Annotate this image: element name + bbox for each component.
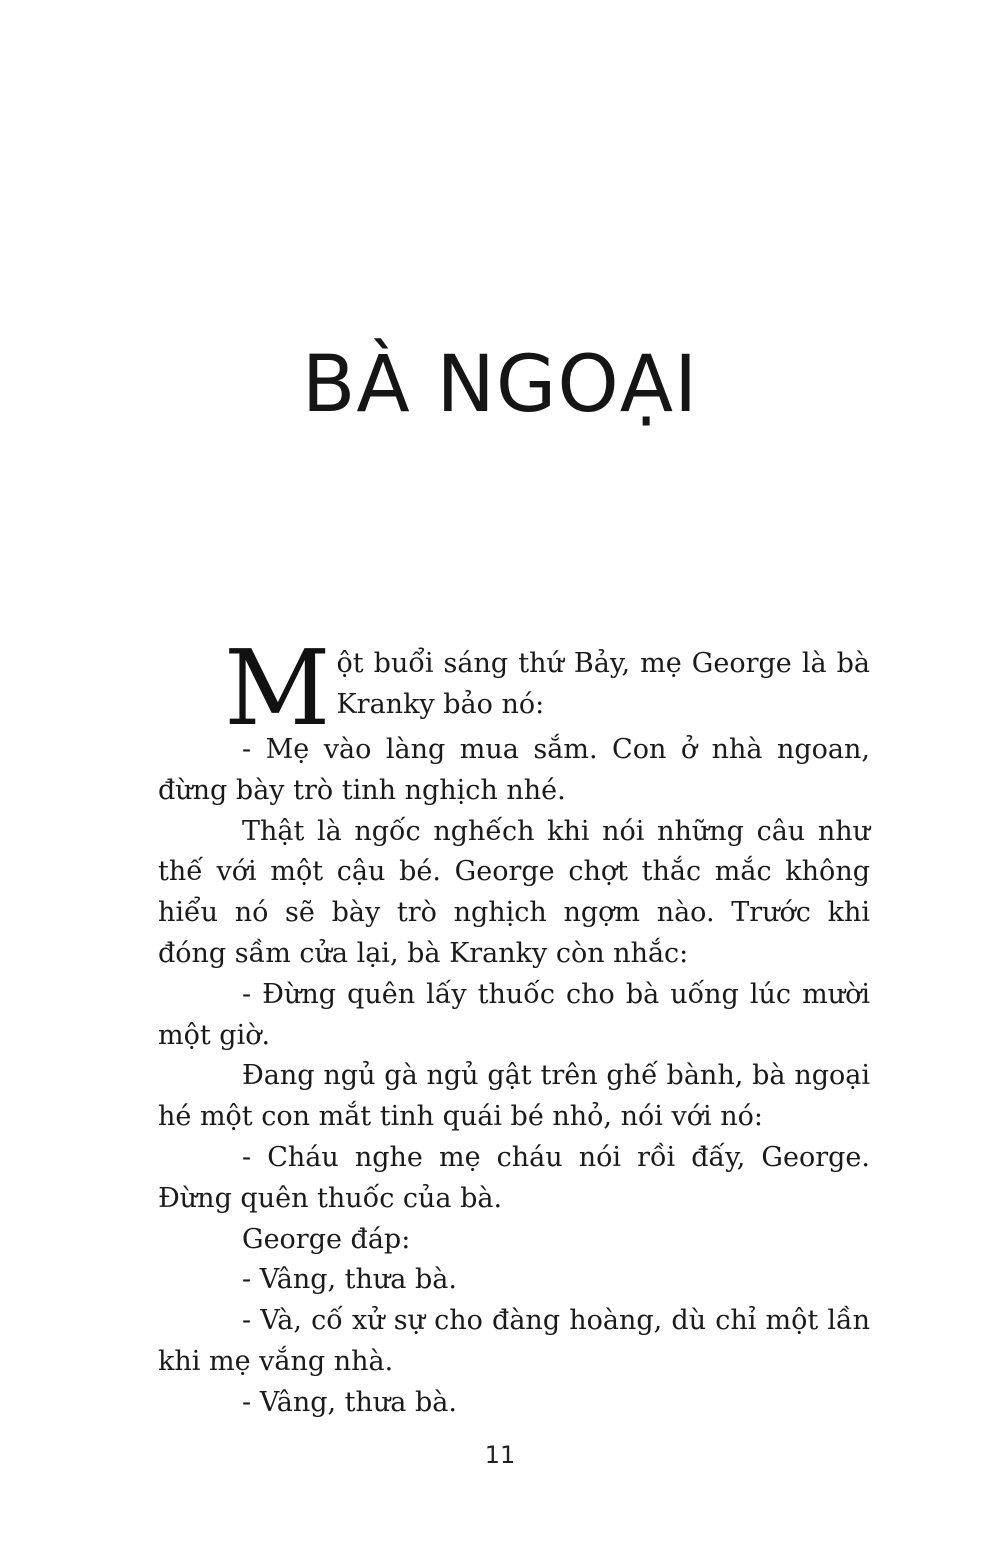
opening-paragraph bbox=[158, 627, 870, 749]
paragraph: - Và, cố xử sự cho đàng hoàng, dù chỉ một lần khi mẹ vắng nhà. bbox=[158, 1305, 870, 1377]
paragraph: - Vâng, thưa bà. bbox=[242, 1264, 457, 1296]
paragraph: - Vâng, thưa bà. bbox=[242, 1386, 457, 1418]
paragraph: - Đừng quên lấy thuốc cho bà uống lúc mười một giờ. bbox=[158, 978, 870, 1051]
chapter-title: BÀ NGOẠI bbox=[301, 340, 699, 430]
chapter-body bbox=[158, 627, 870, 1424]
paragraph: - Cháu nghe mẹ cháu nói rồi đấy, George. Đừng quên thuốc của bà. bbox=[158, 1141, 870, 1214]
paragraph: George đáp: bbox=[242, 1223, 411, 1255]
paragraph: Thật là ngốc nghếch khi nói những câu như thế với một cậu bé. George chợt thắc mắc không hiểu nó sẽ bày trò nghịch ngợm nào. Trước khi đóng sầm cửa lại, bà Kranky còn nhắc: bbox=[158, 815, 870, 969]
page-number: 11 bbox=[484, 1441, 516, 1469]
paragraph: Đang ngủ gà ngủ gật trên ghế bành, bà ngoại hé một con mắt tinh quái bé nhỏ, nói với nó: bbox=[158, 1060, 870, 1133]
opening-paragraph-text: ột buổi sáng thứ Bảy, mẹ George là bà Kranky bảo nó: bbox=[336, 648, 870, 720]
drop-cap-letter: M bbox=[224, 627, 331, 749]
paragraph: - Mẹ vào làng mua sắm. Con ở nhà ngoan, đừng bày trò tinh nghịch nhé. bbox=[158, 734, 870, 806]
